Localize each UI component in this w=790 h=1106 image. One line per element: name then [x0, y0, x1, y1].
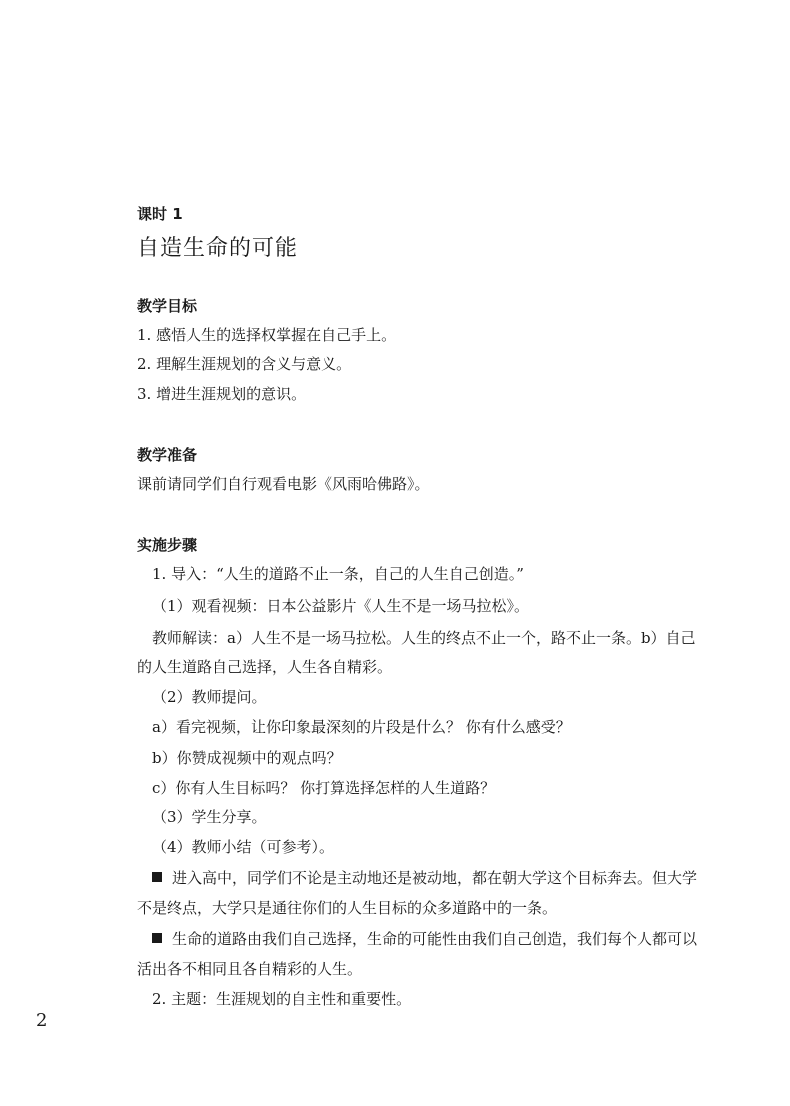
objective-item: 2. 理解生涯规划的含义与意义。	[137, 355, 352, 373]
step-line: 的人生道路自己选择，人生各自精彩。	[137, 658, 393, 676]
steps-heading: 实施步骤	[137, 536, 198, 554]
step-line: （4）教师小结（可参考）。	[152, 838, 335, 856]
bullet-text: 进入高中，同学们不论是主动地还是被动地，都在朝大学这个目标奔去。但大学	[172, 869, 698, 887]
bullet-square-icon	[152, 933, 162, 943]
lesson-label: 课时 1	[137, 205, 183, 223]
bullet-paragraph-line	[152, 867, 697, 888]
preparation-heading: 教学准备	[137, 446, 198, 464]
step-line: （3）学生分享。	[152, 808, 267, 826]
objective-item: 3. 增进生涯规划的意识。	[137, 385, 307, 403]
step-line: （1）观看视频：日本公益影片《人生不是一场马拉松》。	[152, 597, 530, 615]
objective-item: 1. 感悟人生的选择权掌握在自己手上。	[137, 326, 397, 344]
step-line: 活出各不相同且各自精彩的人生。	[137, 960, 363, 978]
step-line: 1. 导入：“人生的道路不止一条，自己的人生自己创造。”	[152, 565, 524, 583]
lesson-title: 自造生命的可能	[137, 236, 299, 261]
step-line: a）看完视频，让你印象最深刻的片段是什么？ 你有什么感受？	[152, 718, 571, 736]
step-line: c）你有人生目标吗？ 你打算选择怎样的人生道路？	[152, 779, 496, 797]
step-line: b）你赞成视频中的观点吗？	[152, 749, 342, 767]
page-number: 2	[36, 1010, 48, 1031]
objectives-heading: 教学目标	[137, 297, 198, 315]
bullet-square-icon	[152, 872, 162, 882]
step-line: （2）教师提问。	[152, 688, 267, 706]
step-line: 2. 主题：生涯规划的自主性和重要性。	[152, 990, 412, 1008]
bullet-text: 生命的道路由我们自己选择，生命的可能性由我们自己创造，我们每个人都可以	[172, 930, 698, 948]
preparation-text: 课前请同学们自行观看电影《风雨哈佛路》。	[137, 475, 430, 493]
bullet-paragraph-line	[152, 928, 697, 949]
step-line: 教师解读：a）人生不是一场马拉松。人生的终点不止一个，路不止一条。b）自己	[152, 629, 696, 647]
step-line: 不是终点，大学只是通往你们的人生目标的众多道路中的一条。	[137, 899, 558, 917]
